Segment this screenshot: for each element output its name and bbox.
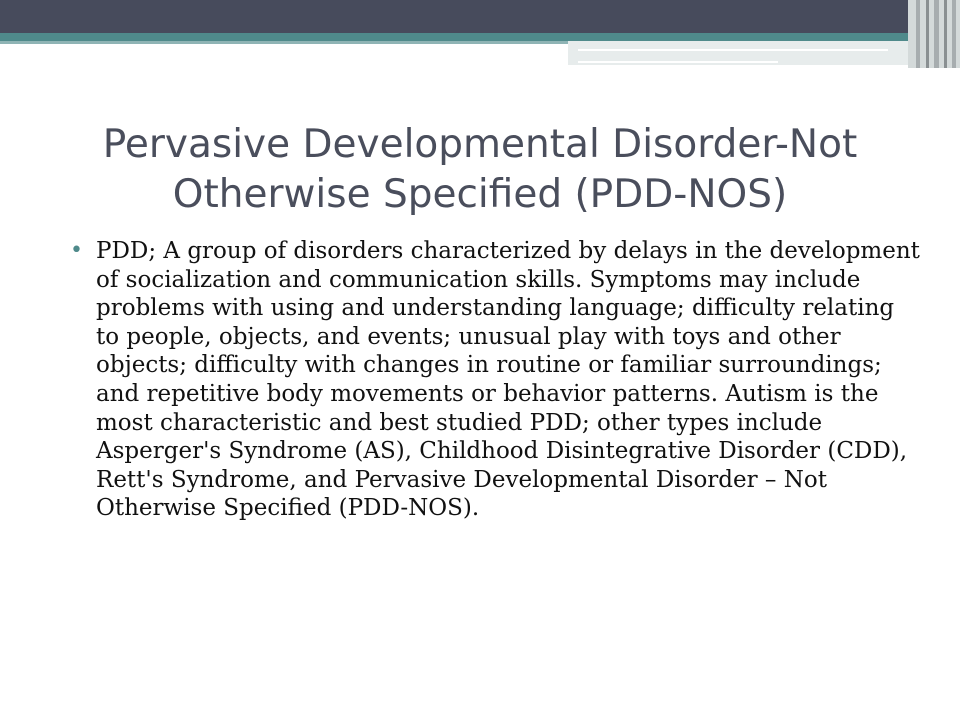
banner-stripe [934,0,939,68]
bullet-marker: • [70,238,83,263]
banner-teal-thin-bar [0,41,570,44]
bullet-list [70,237,920,523]
banner-white-line-short [578,61,778,63]
banner-stripe [916,0,920,68]
banner-teal-bar [0,33,960,41]
banner-white-line [578,49,888,51]
banner-stripe [944,0,947,68]
slide-title: Pervasive Developmental Disorder-Not Otherwise Specified (PDD-NOS) [102,122,858,217]
banner-stripe [926,0,929,68]
bullet-text: PDD; A group of disorders characterized by delays in the development of socialization and communication skills. Symptoms may include problems with using and understanding language; difficulty relating to people, objects, and events; unusual play with toys and other objects; difficulty with changes in routine or familiar surroundings; and repetitive body movements or behavior patterns. Autism is the most characteristic and best studied PDD; other types include Asperger's Syndrome (AS), Childhood Disintegrative Disorder (CDD), Rett's Syndrome, and Pervasive Developmental Disorder – Not Otherwise Specified (PDD-NOS). [96,238,920,522]
banner-dark-bar [0,0,960,33]
bullet-item [70,237,920,523]
banner-stripe [952,0,956,68]
